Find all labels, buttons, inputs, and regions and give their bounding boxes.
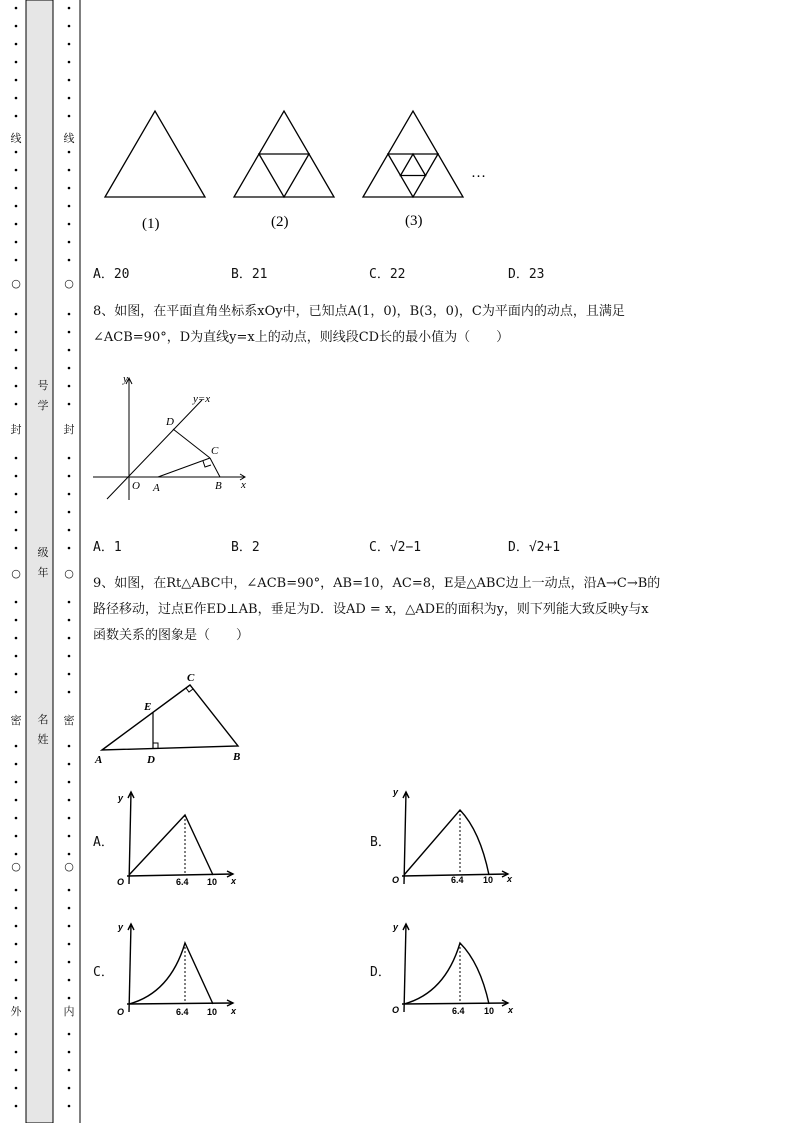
q8-option-b[interactable]: B．2 <box>231 540 260 555</box>
binding-dot <box>15 61 18 64</box>
binding-dot <box>68 763 71 766</box>
binding-dot <box>15 115 18 118</box>
binding-dot <box>68 511 71 514</box>
binding-dot <box>15 151 18 154</box>
binding-dot <box>15 1105 18 1108</box>
binding-dot <box>15 1033 18 1036</box>
binding-dot <box>68 367 71 370</box>
q9-line-3: 函数关系的图象是（ ） <box>93 628 250 643</box>
binding-dot <box>68 601 71 604</box>
label-C: C <box>187 672 195 684</box>
binding-dot <box>15 961 18 964</box>
graph-c-curve <box>129 943 213 1004</box>
binding-dot <box>15 619 18 622</box>
graph-b-peak: 6.4 <box>451 875 464 885</box>
binding-dot <box>68 43 71 46</box>
graph-d-curve <box>404 943 489 1004</box>
segment-AC <box>158 458 210 477</box>
binding-dot <box>68 943 71 946</box>
right-angle-C <box>203 461 211 467</box>
q9-line-2: 路径移动，过点E作ED⊥AB，垂足为D．设AD = x，△ADE的面积为y，则下列能大致反映y与x <box>93 602 649 617</box>
binding-dot <box>68 313 71 316</box>
binding-dot <box>68 835 71 838</box>
graph-a-peak: 6.4 <box>176 877 189 887</box>
graph-c-y: y <box>118 922 124 932</box>
graph-d-x: x <box>508 1005 514 1015</box>
binding-dot <box>15 1069 18 1072</box>
binding-dot <box>68 1105 71 1108</box>
binding-dot <box>15 313 18 316</box>
binding-dot <box>68 907 71 910</box>
inner-mark-line: 线 <box>63 132 75 145</box>
binding-dot <box>68 475 71 478</box>
binding-dot <box>15 1051 18 1054</box>
graph-c-end: 10 <box>207 1007 218 1017</box>
label-B: B <box>233 751 241 763</box>
fig-label-2: (2) <box>271 214 289 230</box>
binding-dot <box>15 835 18 838</box>
label-E: E <box>144 701 152 713</box>
binding-dot <box>15 943 18 946</box>
graph-b <box>390 786 520 891</box>
q8-coordinate-figure <box>90 370 260 505</box>
q9-option-a[interactable]: A． <box>93 835 114 850</box>
binding-dot <box>68 817 71 820</box>
outer-mark-seal: 封 <box>10 423 22 436</box>
binding-dot <box>68 403 71 406</box>
graph-a-o: O <box>117 877 125 887</box>
segment-CB <box>210 458 220 477</box>
binding-dot <box>15 493 18 496</box>
binding-dot <box>68 7 71 10</box>
binding-dot <box>15 43 18 46</box>
binding-dot <box>15 979 18 982</box>
binding-dot <box>68 493 71 496</box>
q7-option-c[interactable]: C．22 <box>369 267 406 282</box>
label-D: D <box>166 416 174 428</box>
q7-option-a[interactable]: A．20 <box>93 267 130 282</box>
graph-c-x: x <box>231 1006 237 1016</box>
binding-dot <box>15 637 18 640</box>
binding-margin <box>0 0 82 1123</box>
q9-stem <box>93 571 733 649</box>
graph-d-o: O <box>392 1005 400 1015</box>
outer-mark-line: 线 <box>10 132 22 145</box>
inner-mark-secret: 密 <box>63 714 75 727</box>
graph-c-peak: 6.4 <box>176 1007 189 1017</box>
binding-dot <box>68 925 71 928</box>
binding-dot <box>68 979 71 982</box>
outer-mark-circle: ○ <box>11 567 21 580</box>
label-O: O <box>132 480 140 492</box>
graph-a-y: y <box>118 793 124 803</box>
q8-option-c[interactable]: C．√2−1 <box>369 540 422 555</box>
q7-option-b[interactable]: B．21 <box>231 267 268 282</box>
binding-dot <box>15 889 18 892</box>
q8-option-d[interactable]: D．√2+1 <box>508 540 561 555</box>
binding-dot <box>68 241 71 244</box>
binding-dot <box>15 241 18 244</box>
graph-a <box>115 786 245 891</box>
graph-d-peak: 6.4 <box>452 1006 465 1016</box>
binding-dot <box>15 673 18 676</box>
binding-dot <box>15 853 18 856</box>
binding-dot <box>15 169 18 172</box>
graph-a-curve <box>129 815 213 875</box>
q8-stem <box>93 299 733 351</box>
binding-dot <box>68 25 71 28</box>
binding-dot <box>68 1033 71 1036</box>
binding-dot <box>68 853 71 856</box>
binding-dot <box>15 817 18 820</box>
q9-line-1: 9、如图，在Rt△ABC中，∠ACB=90°，AB=10，AC=8，E是△ABC边上一动点，沿A→C→B的 <box>93 576 661 591</box>
graph-b-curve <box>404 810 489 875</box>
binding-dot <box>68 637 71 640</box>
binding-dot <box>15 997 18 1000</box>
graph-b-x: x <box>507 874 513 884</box>
outer-mark-secret: 密 <box>10 714 22 727</box>
inner-mark-circle: ○ <box>64 567 74 580</box>
graph-d <box>390 918 520 1023</box>
q8-line-2: ∠ACB=90°，D为直线y=x上的动点，则线段CD长的最小值为（ ） <box>93 330 510 345</box>
binding-dot <box>15 655 18 658</box>
binding-dot <box>68 457 71 460</box>
binding-dot <box>15 781 18 784</box>
binding-dot <box>15 925 18 928</box>
binding-dot <box>15 907 18 910</box>
binding-dot <box>15 403 18 406</box>
binding-dot <box>68 745 71 748</box>
binding-dot <box>68 1087 71 1090</box>
graph-c-o: O <box>117 1007 125 1017</box>
binding-dot <box>15 7 18 10</box>
binding-dot <box>68 1051 71 1054</box>
fig-label-1: (1) <box>142 216 160 232</box>
binding-dot <box>15 331 18 334</box>
binding-dot <box>15 223 18 226</box>
triangle-1 <box>105 111 205 197</box>
binding-dot <box>68 187 71 190</box>
inner-mark-circle: ○ <box>64 277 74 290</box>
q7-triangles-figure <box>95 105 515 240</box>
binding-dot <box>15 79 18 82</box>
binding-dot <box>15 187 18 190</box>
binding-dot <box>68 781 71 784</box>
binding-dot <box>15 601 18 604</box>
q8-line-1: 8、如图，在平面直角坐标系xOy中，已知点A(1，0)，B(3，0)，C为平面内的动点，且满足 <box>93 304 625 319</box>
binding-dot <box>15 385 18 388</box>
binding-dot <box>68 331 71 334</box>
triangle-ABC <box>102 685 238 750</box>
field-class: 级年 <box>37 546 49 579</box>
binding-dot <box>68 223 71 226</box>
q8-option-a[interactable]: A．1 <box>93 540 122 555</box>
graph-b-y: y <box>393 787 399 797</box>
binding-dot <box>15 205 18 208</box>
q7-option-d[interactable]: D．23 <box>508 267 545 282</box>
label-line: y=x <box>193 393 211 405</box>
right-angle-D <box>153 743 158 748</box>
inner-mark-seal: 封 <box>63 423 75 436</box>
q9-option-b[interactable]: B． <box>370 835 391 850</box>
graph-d-end: 10 <box>484 1006 495 1016</box>
graph-b-end: 10 <box>483 875 494 885</box>
label-B: B <box>215 480 222 492</box>
binding-dot <box>68 673 71 676</box>
q9-option-d[interactable]: D． <box>370 965 391 980</box>
outer-mark-outside: 外 <box>10 1005 22 1018</box>
binding-dot <box>15 1087 18 1090</box>
binding-dot <box>68 691 71 694</box>
binding-dot <box>15 475 18 478</box>
fig-ellipsis: … <box>471 165 486 181</box>
binding-dot <box>68 115 71 118</box>
binding-dot <box>68 799 71 802</box>
graph-b-o: O <box>392 875 400 885</box>
binding-dot <box>68 961 71 964</box>
binding-dot <box>15 349 18 352</box>
label-C: C <box>211 445 219 457</box>
binding-dot <box>15 97 18 100</box>
binding-dot <box>68 529 71 532</box>
binding-dot <box>68 889 71 892</box>
graph-a-x: x <box>231 876 237 886</box>
binding-dot <box>15 511 18 514</box>
binding-dot <box>68 61 71 64</box>
binding-dot <box>68 97 71 100</box>
triangle-3-innermost <box>401 154 426 176</box>
binding-dot <box>15 457 18 460</box>
graph-a-end: 10 <box>207 877 218 887</box>
binding-dot <box>15 529 18 532</box>
binding-dot <box>68 151 71 154</box>
label-x: x <box>241 479 246 491</box>
binding-dot <box>15 547 18 550</box>
binding-dot <box>68 655 71 658</box>
binding-dot <box>68 619 71 622</box>
label-D: D <box>147 754 155 766</box>
binding-dot <box>15 367 18 370</box>
label-A: A <box>153 482 160 494</box>
binding-dot <box>68 79 71 82</box>
binding-dot <box>68 349 71 352</box>
label-y: y <box>123 373 128 385</box>
label-A: A <box>95 754 103 766</box>
inner-mark-inside: 内 <box>63 1005 75 1018</box>
segment-DC <box>173 429 210 458</box>
q9-option-c[interactable]: C． <box>93 965 114 980</box>
triangle-2-inner <box>259 154 309 197</box>
binding-dot <box>15 259 18 262</box>
binding-dot <box>15 799 18 802</box>
binding-dot <box>68 1069 71 1072</box>
graph-c <box>115 918 245 1023</box>
field-name: 名姓 <box>37 713 49 746</box>
inner-mark-circle: ○ <box>64 860 74 873</box>
binding-dot <box>15 745 18 748</box>
field-student-number: 号学 <box>37 379 49 412</box>
binding-dot <box>68 205 71 208</box>
binding-dot <box>68 385 71 388</box>
binding-dot <box>15 763 18 766</box>
binding-dot <box>68 547 71 550</box>
fig-label-3: (3) <box>405 213 423 229</box>
graph-d-y: y <box>393 922 399 932</box>
binding-dot <box>68 997 71 1000</box>
binding-dot <box>15 25 18 28</box>
outer-mark-circle: ○ <box>11 860 21 873</box>
binding-dot <box>68 169 71 172</box>
binding-dot <box>68 259 71 262</box>
outer-mark-circle: ○ <box>11 277 21 290</box>
q9-triangle-figure <box>92 668 252 768</box>
binding-dot <box>15 691 18 694</box>
